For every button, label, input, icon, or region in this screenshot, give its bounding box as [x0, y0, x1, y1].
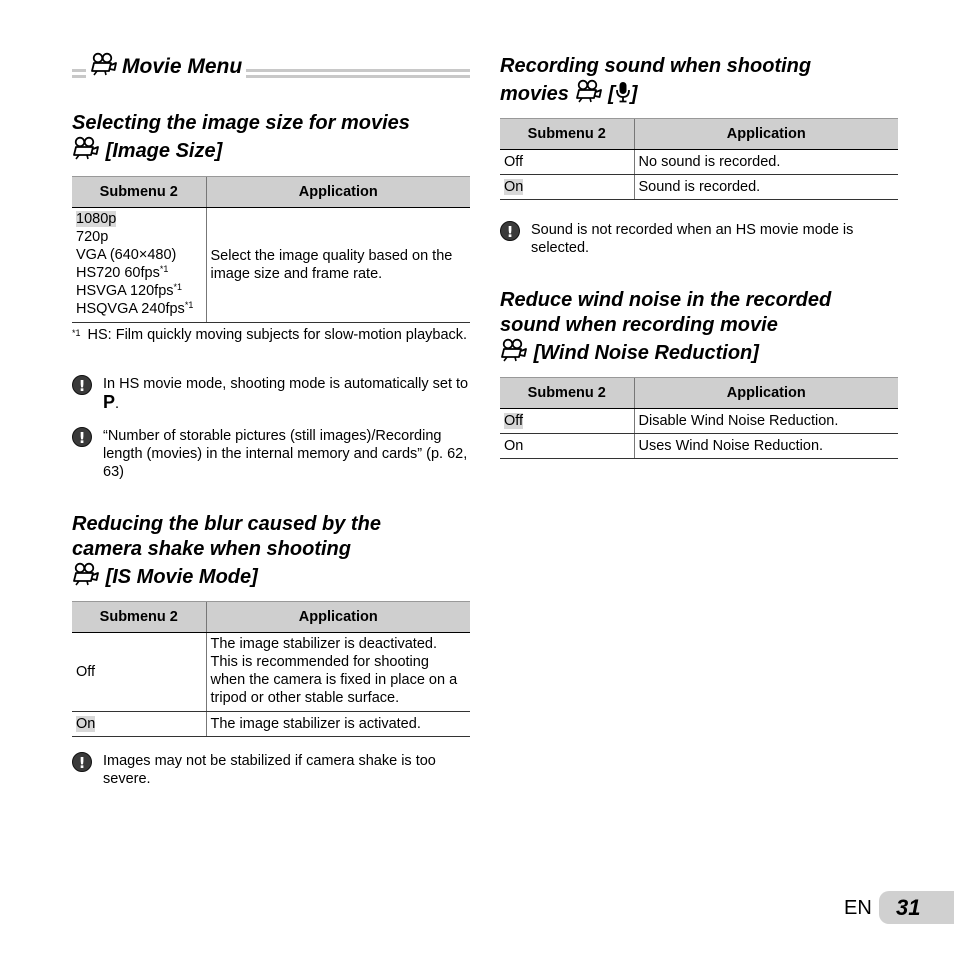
- table-header-row: [72, 177, 470, 208]
- movie-camera-icon: [72, 562, 100, 586]
- caution-icon: !: [500, 221, 520, 241]
- movie-camera-icon: [90, 52, 118, 76]
- table-row: [500, 175, 898, 200]
- col-header-submenu: Submenu 2: [72, 177, 206, 208]
- image-size-options-cell: [72, 208, 206, 323]
- application-on: Uses Wind Noise Reduction.: [634, 434, 898, 459]
- movie-camera-icon: [500, 338, 528, 362]
- page-language: EN: [844, 897, 872, 919]
- image-size-note-1: ! In HS movie mode, shooting mode is automatically set to P.: [72, 375, 470, 413]
- image-size-heading-line2: [72, 136, 410, 164]
- table-row: [72, 208, 470, 323]
- image-size-table: [72, 176, 470, 323]
- wind-heading-line3: [500, 338, 831, 366]
- image-size-heading-line1: Selecting the image size for movies: [72, 112, 410, 134]
- image-size-footnote: [72, 326, 470, 344]
- footnote-mark: *1: [173, 282, 183, 292]
- sound-heading: [500, 54, 811, 107]
- program-mode-symbol: P: [103, 392, 116, 412]
- caution-icon: !: [72, 427, 92, 447]
- table-row: [72, 633, 470, 712]
- wind-heading-line1: Reduce wind noise in the recorded: [500, 289, 832, 311]
- application-off: No sound is recorded.: [634, 150, 898, 175]
- image-size-heading: [72, 111, 410, 164]
- is-movie-heading: [72, 512, 381, 590]
- col-header-submenu: Submenu 2: [500, 378, 634, 409]
- option-1080p: 1080p: [76, 211, 117, 227]
- menu-title-bar: [72, 52, 470, 82]
- is-movie-heading-line3: [72, 562, 381, 590]
- submenu-off: Off: [72, 633, 206, 712]
- sound-note: [500, 221, 898, 257]
- table-row: [500, 150, 898, 175]
- is-movie-heading-label: [IS Movie Mode]: [105, 566, 258, 588]
- application-off: The image stabilizer is deactivated. This is recommended for shooting when the camera is fixed in place on a tripod or other stable surface.: [206, 633, 470, 712]
- footnote-text: HS: Film quickly moving subjects for slow-motion playback.: [87, 327, 468, 343]
- table-header-row: [500, 119, 898, 150]
- footnote-mark: *1: [159, 264, 169, 274]
- col-header-submenu: Submenu 2: [72, 602, 206, 633]
- submenu-on: On: [72, 712, 206, 737]
- page-title-text: Movie Menu: [122, 55, 243, 78]
- image-size-note-2: [72, 427, 470, 481]
- caution-icon: !: [72, 375, 92, 395]
- caution-icon: !: [72, 752, 92, 772]
- col-header-application: Application: [634, 378, 898, 409]
- col-header-application: Application: [634, 119, 898, 150]
- table-row: [500, 434, 898, 459]
- page-number: 31: [879, 891, 954, 924]
- microphone-icon: [615, 81, 631, 103]
- note-text: Images may not be stabilized if camera shake is too severe.: [103, 753, 436, 787]
- is-movie-heading-line2: camera shake when shooting: [72, 538, 351, 560]
- wind-heading: [500, 288, 831, 366]
- table-row: [72, 712, 470, 737]
- application-on: The image stabilizer is activated.: [206, 712, 470, 737]
- movie-camera-icon: [72, 136, 100, 160]
- table-header-row: [500, 378, 898, 409]
- wind-table: [500, 377, 898, 459]
- option-720p: 720p: [76, 229, 109, 245]
- movie-camera-icon: [575, 79, 603, 103]
- col-header-application: Application: [206, 177, 470, 208]
- submenu-on: On: [500, 175, 634, 200]
- table-header-row: [72, 602, 470, 633]
- application-off: Disable Wind Noise Reduction.: [634, 409, 898, 434]
- option-hsqvga: HSQVGA 240fps$^{*1}$: [76, 300, 194, 317]
- col-header-submenu: Submenu 2: [500, 119, 634, 150]
- option-vga: VGA (640×480): [76, 247, 177, 263]
- wind-heading-label: [Wind Noise Reduction]: [533, 342, 759, 364]
- note-text: “Number of storable pictures (still images)/Recording length (movies) in the internal memory and cards” (p. 62, 63): [103, 428, 468, 480]
- sound-table: [500, 118, 898, 200]
- footnote-mark: *1: [184, 300, 194, 310]
- footnote-mark: *1: [72, 328, 81, 338]
- sound-heading-line2: movies [ ]: [500, 79, 811, 107]
- option-hs720: HS720 60fps$^{*1}$: [76, 264, 169, 281]
- page-title: [86, 52, 246, 81]
- submenu-off: Off: [500, 409, 634, 434]
- table-row: [500, 409, 898, 434]
- note-text: Sound is not recorded when an HS movie mode is selected.: [531, 222, 854, 256]
- wind-heading-line2: sound when recording movie: [500, 314, 778, 336]
- application-on: Sound is recorded.: [634, 175, 898, 200]
- option-hsvga: HSVGA 120fps$^{*1}$: [76, 282, 183, 299]
- is-movie-note: [72, 752, 470, 788]
- note-text: In HS movie mode, shooting mode is automatically set to: [103, 376, 469, 392]
- is-movie-heading-line1: Reducing the blur caused by the: [72, 513, 381, 535]
- image-size-application-cell: Select the image quality based on the image size and frame rate.: [206, 208, 470, 323]
- sound-heading-line1: Recording sound when shooting: [500, 55, 812, 77]
- is-movie-table: [72, 601, 470, 737]
- submenu-off: Off: [500, 150, 634, 175]
- image-size-heading-label: [Image Size]: [105, 140, 223, 162]
- col-header-application: Application: [206, 602, 470, 633]
- submenu-on: On: [500, 434, 634, 459]
